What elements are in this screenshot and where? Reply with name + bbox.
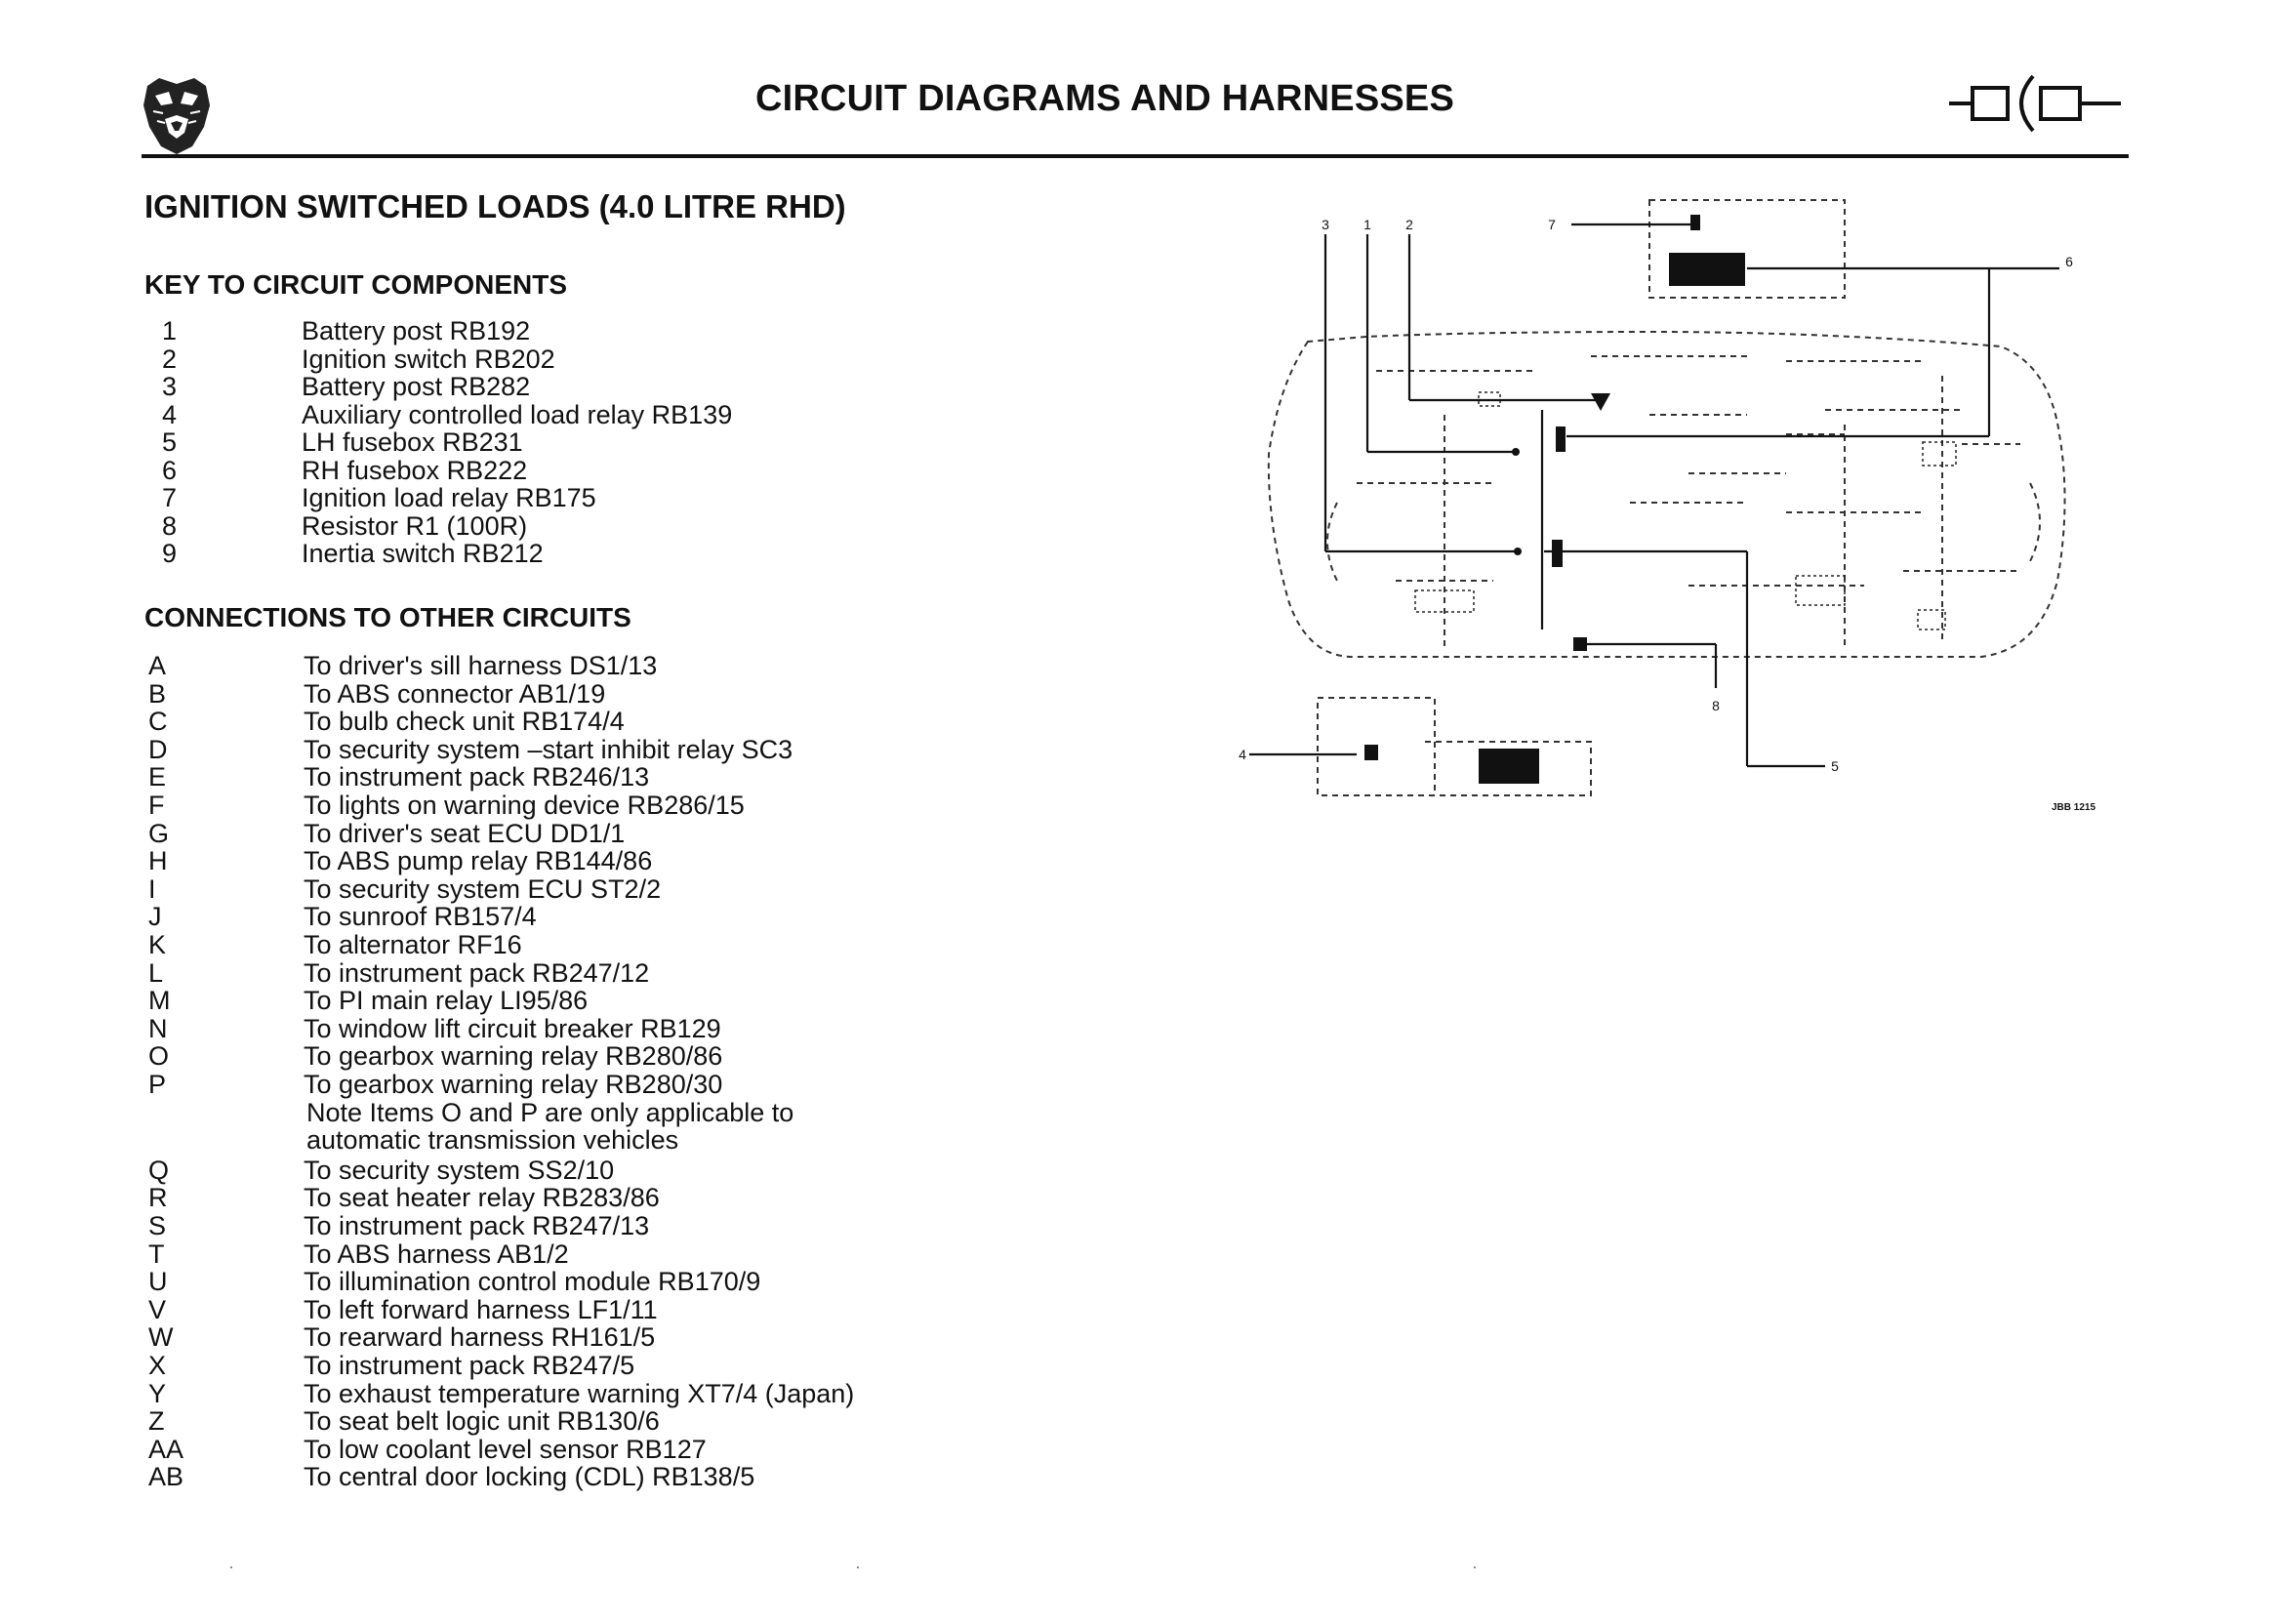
circuit-diagram bbox=[1240, 190, 2128, 825]
callout-5: 5 bbox=[1831, 758, 1839, 774]
item-label: To seat belt logic unit RB130/6 bbox=[304, 1406, 660, 1437]
item-code: AB bbox=[148, 1462, 184, 1492]
note-line-2: automatic transmission vehicles bbox=[306, 1125, 679, 1155]
item-code: 6 bbox=[162, 455, 178, 485]
item-label: Resistor R1 (100R) bbox=[302, 510, 528, 541]
item-code: 1 bbox=[162, 316, 178, 345]
item-label: To security system ECU ST2/2 bbox=[304, 873, 662, 904]
item-label: To instrument pack RB247/13 bbox=[304, 1211, 650, 1240]
header-rule bbox=[142, 154, 2129, 158]
section-title: IGNITION SWITCHED LOADS (4.0 LITRE RHD) bbox=[144, 188, 846, 224]
item-code: R bbox=[148, 1183, 168, 1213]
callout-7: 7 bbox=[1548, 217, 1556, 232]
callout-2: 2 bbox=[1405, 217, 1413, 232]
note-line-1: Note Items O and P are only applicable to bbox=[306, 1098, 794, 1127]
item-code: M bbox=[148, 986, 171, 1016]
item-label: Ignition load relay RB175 bbox=[302, 483, 596, 512]
item-code: H bbox=[148, 846, 168, 876]
item-code: Y bbox=[148, 1378, 167, 1408]
item-label: To PI main relay LI95/86 bbox=[304, 986, 589, 1016]
item-code: 3 bbox=[162, 372, 178, 401]
item-code: P bbox=[148, 1070, 167, 1099]
item-label: To bulb check unit RB174/4 bbox=[304, 707, 625, 737]
item-code: O bbox=[148, 1041, 170, 1072]
connections-title: CONNECTIONS TO OTHER CIRCUITS bbox=[144, 602, 631, 632]
callout-8: 8 bbox=[1712, 698, 1720, 713]
item-code: U bbox=[148, 1267, 168, 1297]
callout-3: 3 bbox=[1322, 217, 1329, 232]
item-code: Q bbox=[148, 1155, 170, 1185]
item-code: 5 bbox=[162, 427, 178, 457]
item-label: To lights on warning device RB286/15 bbox=[304, 791, 745, 820]
item-code: D bbox=[148, 734, 168, 764]
item-code: V bbox=[148, 1294, 167, 1324]
item-code: X bbox=[148, 1351, 167, 1380]
item-code: I bbox=[148, 873, 156, 904]
item-code: 4 bbox=[162, 399, 178, 429]
item-code: E bbox=[148, 762, 167, 792]
item-label: To rearward harness RH161/5 bbox=[304, 1322, 656, 1353]
key-title: KEY TO CIRCUIT COMPONENTS bbox=[144, 269, 568, 300]
item-label: To illumination control module RB170/9 bbox=[304, 1267, 761, 1297]
figure-reference: JBB 1215 bbox=[2052, 802, 2096, 813]
item-label: To instrument pack RB246/13 bbox=[304, 762, 650, 792]
item-code: J bbox=[148, 902, 162, 932]
item-label: Auxiliary controlled load relay RB139 bbox=[302, 399, 733, 429]
connector-symbol-icon bbox=[1947, 68, 2123, 146]
item-label: Battery post RB192 bbox=[302, 316, 531, 345]
item-label: To driver's seat ECU DD1/1 bbox=[304, 818, 626, 848]
item-code: 8 bbox=[162, 510, 178, 541]
item-code: F bbox=[148, 791, 165, 820]
item-label: To low coolant level sensor RB127 bbox=[304, 1434, 707, 1464]
item-label: To gearbox warning relay RB280/30 bbox=[304, 1070, 723, 1099]
item-label: To left forward harness LF1/11 bbox=[304, 1294, 658, 1324]
callout-6: 6 bbox=[2065, 254, 2073, 269]
item-label: To window lift circuit breaker RB129 bbox=[304, 1013, 721, 1043]
item-label: LH fusebox RB231 bbox=[302, 427, 523, 457]
item-code: A bbox=[148, 651, 167, 680]
item-label: To seat heater relay RB283/86 bbox=[304, 1183, 660, 1213]
item-code: 9 bbox=[162, 539, 178, 568]
item-label: To ABS connector AB1/19 bbox=[304, 678, 606, 709]
item-label: To driver's sill harness DS1/13 bbox=[304, 651, 658, 680]
item-label: To gearbox warning relay RB280/86 bbox=[304, 1041, 723, 1072]
item-code: G bbox=[148, 818, 170, 848]
item-code: L bbox=[148, 957, 164, 988]
item-label: Battery post RB282 bbox=[302, 372, 531, 401]
item-label: To instrument pack RB247/12 bbox=[304, 957, 650, 988]
callout-4: 4 bbox=[1239, 747, 1246, 762]
item-label: To central door locking (CDL) RB138/5 bbox=[304, 1462, 755, 1492]
item-label: To security system SS2/10 bbox=[304, 1155, 615, 1185]
callout-1: 1 bbox=[1363, 217, 1371, 232]
item-code: N bbox=[148, 1013, 168, 1043]
item-label: To sunroof RB157/4 bbox=[304, 902, 537, 932]
page-title: CIRCUIT DIAGRAMS AND HARNESSES bbox=[754, 78, 1455, 119]
item-label: To exhaust temperature warning XT7/4 (Japan) bbox=[304, 1378, 855, 1408]
item-code: C bbox=[148, 707, 168, 737]
item-label: To instrument pack RB247/5 bbox=[304, 1351, 635, 1380]
item-code: W bbox=[148, 1322, 174, 1353]
item-code: S bbox=[148, 1211, 167, 1240]
item-label: To ABS harness AB1/2 bbox=[304, 1238, 569, 1269]
item-code: AA bbox=[148, 1434, 184, 1464]
item-label: To security system –start inhibit relay SC3 bbox=[304, 734, 793, 764]
item-code: 2 bbox=[162, 344, 178, 374]
item-code: Z bbox=[148, 1406, 165, 1437]
item-label: RH fusebox RB222 bbox=[302, 455, 528, 485]
item-label: Inertia switch RB212 bbox=[302, 539, 544, 568]
item-label: To ABS pump relay RB144/86 bbox=[304, 846, 653, 876]
item-label: To alternator RF16 bbox=[304, 930, 522, 959]
item-code: 7 bbox=[162, 483, 178, 512]
item-label: Ignition switch RB202 bbox=[302, 344, 555, 374]
item-code: T bbox=[148, 1238, 165, 1269]
item-code: B bbox=[148, 678, 167, 709]
item-code: K bbox=[148, 930, 167, 959]
